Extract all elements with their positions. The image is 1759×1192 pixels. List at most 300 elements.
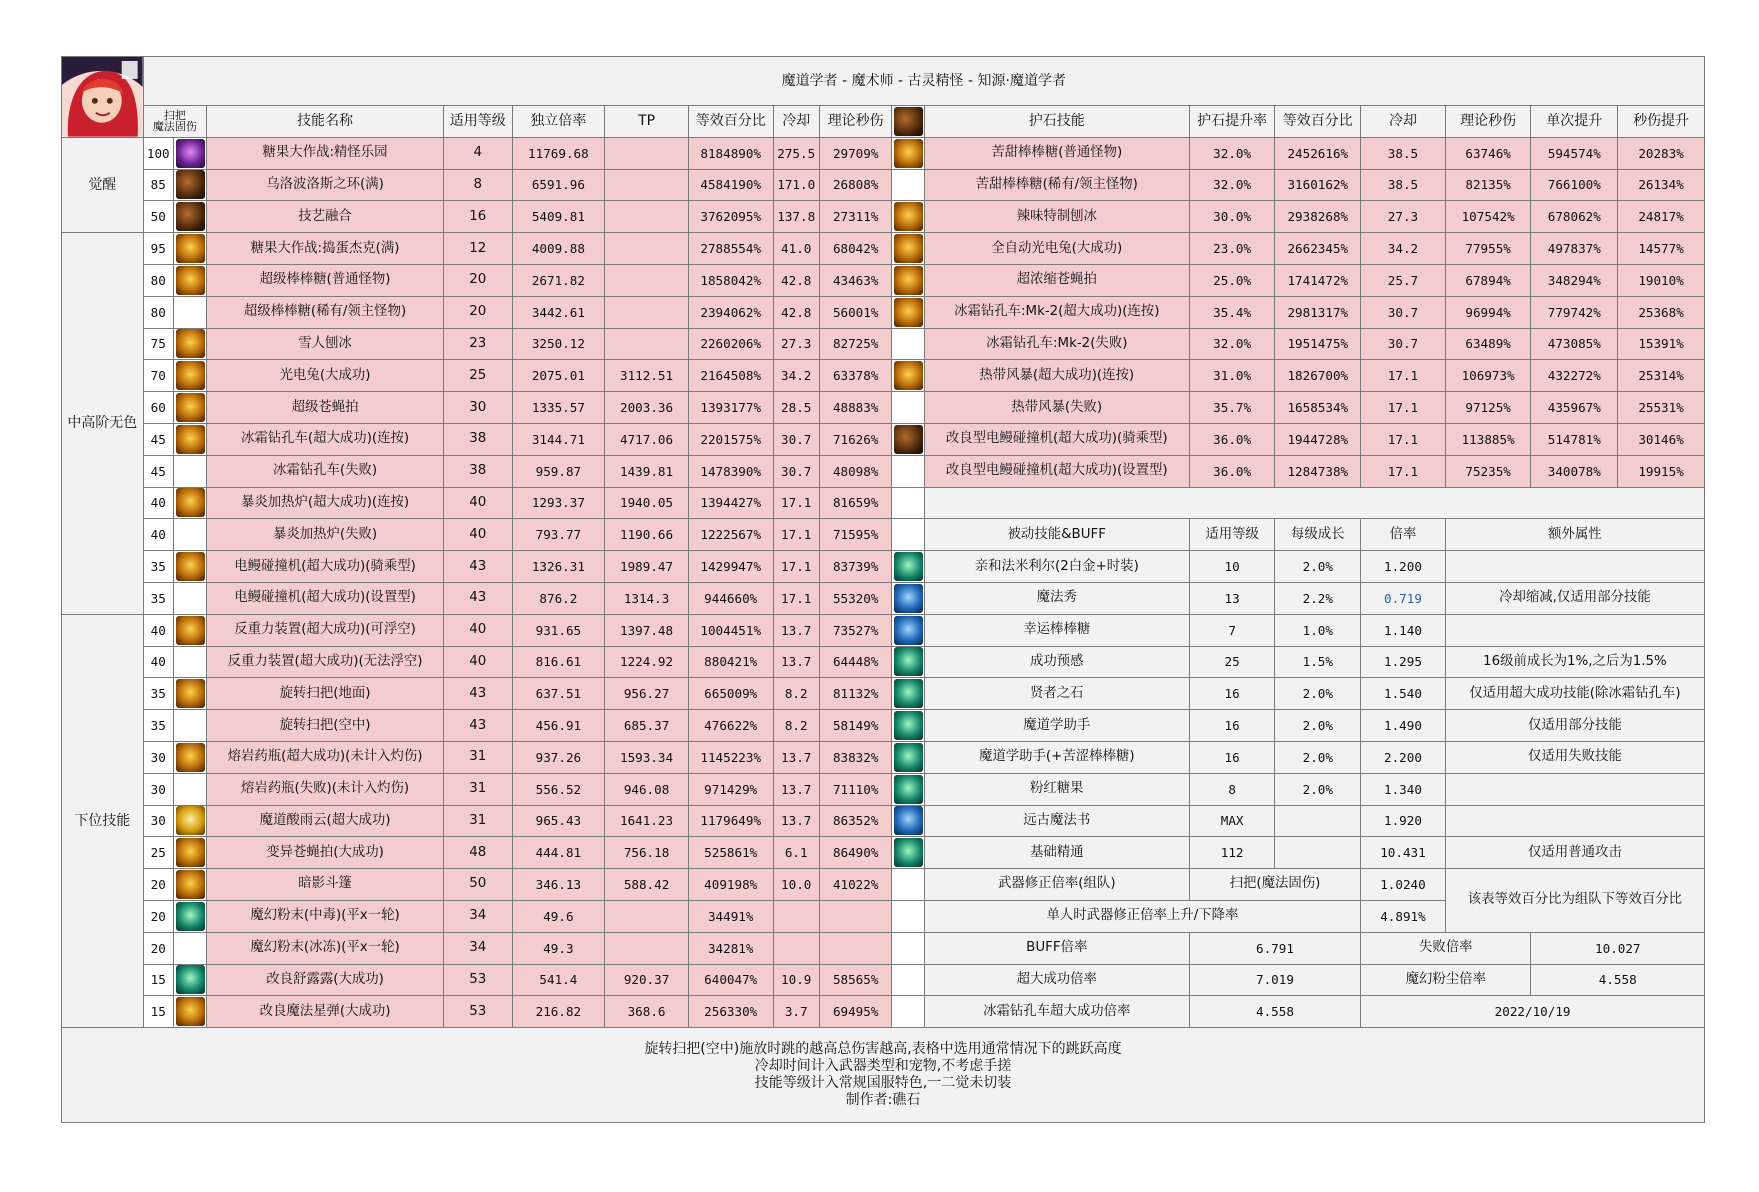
skill-icon-cell bbox=[173, 423, 206, 455]
stone-icon-cell bbox=[892, 233, 924, 265]
skill-req-level: 48 bbox=[443, 837, 512, 869]
table-row bbox=[62, 233, 1705, 265]
stone-rate: 32.0% bbox=[1189, 328, 1275, 360]
skill-icon-cell bbox=[173, 932, 206, 964]
skill-name: 旋转扫把(空中) bbox=[207, 710, 444, 742]
skill-percent: 1394427% bbox=[688, 487, 773, 519]
character-portrait bbox=[62, 57, 144, 138]
table-row bbox=[62, 264, 1705, 296]
skill-tp bbox=[605, 328, 689, 360]
skill-ratio: 937.26 bbox=[512, 741, 605, 773]
stone-single-up: 594574% bbox=[1531, 137, 1618, 169]
skill-dps: 71595% bbox=[819, 519, 892, 551]
passive-level: 16 bbox=[1189, 678, 1275, 710]
note-line: 技能等级计入常规国服特色,一二觉未切装 bbox=[754, 1075, 1012, 1092]
skill-level: 35 bbox=[143, 551, 173, 583]
passive-rate: 0.719 bbox=[1361, 582, 1446, 614]
spacer-cell bbox=[892, 996, 924, 1028]
passive-name: 贤者之石 bbox=[924, 678, 1189, 710]
skill-req-level: 53 bbox=[443, 996, 512, 1028]
passive-rate: 1.540 bbox=[1361, 678, 1446, 710]
skill-ratio: 3250.12 bbox=[512, 328, 605, 360]
stone-rate: 30.0% bbox=[1189, 201, 1275, 233]
skill-dps: 26808% bbox=[819, 169, 892, 201]
skill-level: 15 bbox=[143, 964, 173, 996]
talisman-icon bbox=[894, 361, 923, 390]
passive-name: 粉红糖果 bbox=[924, 773, 1189, 805]
skill-name: 变异苍蝇拍(大成功) bbox=[207, 837, 444, 869]
skill-icon-cell bbox=[173, 296, 206, 328]
skill-icon-cell bbox=[173, 710, 206, 742]
stone-single-up: 432272% bbox=[1531, 360, 1618, 392]
passive-icon-cell bbox=[892, 741, 924, 773]
skill-req-level: 40 bbox=[443, 519, 512, 551]
skill-icon bbox=[176, 202, 205, 231]
skill-percent: 34491% bbox=[688, 900, 773, 932]
passive-extra bbox=[1445, 805, 1704, 837]
stone-dps-up: 25531% bbox=[1618, 392, 1705, 424]
col-single-up: 单次提升 bbox=[1531, 106, 1618, 138]
passive-level: 112 bbox=[1189, 837, 1275, 869]
passive-rate: 1.200 bbox=[1361, 551, 1446, 583]
stone-rate: 35.4% bbox=[1189, 296, 1275, 328]
passive-icon-cell bbox=[892, 837, 924, 869]
skill-tp: 1397.48 bbox=[605, 614, 689, 646]
skill-name: 暴炎加热炉(超大成功)(连按) bbox=[207, 487, 444, 519]
passive-header-rate: 倍率 bbox=[1361, 519, 1446, 551]
skill-ratio: 11769.68 bbox=[512, 137, 605, 169]
passive-header-name: 被动技能&BUFF bbox=[924, 519, 1189, 551]
skill-cooldown: 17.1 bbox=[773, 487, 819, 519]
skill-tp: 1940.05 bbox=[605, 487, 689, 519]
skill-percent: 2788554% bbox=[688, 233, 773, 265]
skill-name: 暗影斗篷 bbox=[207, 869, 444, 901]
dust-value: 4.558 bbox=[1531, 964, 1705, 996]
skill-damage-table bbox=[61, 56, 1705, 1123]
passive-icon-cell bbox=[892, 805, 924, 837]
skill-cooldown: 8.2 bbox=[773, 710, 819, 742]
skill-req-level: 38 bbox=[443, 423, 512, 455]
skill-dps: 29709% bbox=[819, 137, 892, 169]
skill-name: 魔幻粉末(冰冻)(平x一轮) bbox=[207, 932, 444, 964]
skill-cooldown: 8.2 bbox=[773, 678, 819, 710]
passive-extra: 仅适用普通攻击 bbox=[1445, 837, 1704, 869]
stone-dps: 96994% bbox=[1445, 296, 1531, 328]
skill-dps: 48098% bbox=[819, 455, 892, 487]
skill-ratio: 637.51 bbox=[512, 678, 605, 710]
skill-level: 30 bbox=[143, 805, 173, 837]
skill-icon bbox=[176, 170, 205, 199]
passive-rate: 2.200 bbox=[1361, 741, 1446, 773]
skill-ratio: 3144.71 bbox=[512, 423, 605, 455]
stone-cooldown: 34.2 bbox=[1361, 233, 1446, 265]
skill-dps bbox=[819, 932, 892, 964]
skill-ratio: 346.13 bbox=[512, 869, 605, 901]
skill-req-level: 16 bbox=[443, 201, 512, 233]
passive-level: 10 bbox=[1189, 551, 1275, 583]
skill-cooldown: 171.0 bbox=[773, 169, 819, 201]
skill-icon bbox=[176, 679, 205, 708]
notes-cell bbox=[62, 1028, 1705, 1123]
skill-name: 旋转扫把(地面) bbox=[207, 678, 444, 710]
passive-extra bbox=[1445, 551, 1704, 583]
skill-req-level: 8 bbox=[443, 169, 512, 201]
skill-ratio: 4009.88 bbox=[512, 233, 605, 265]
skill-level: 20 bbox=[143, 932, 173, 964]
skill-icon-cell bbox=[173, 646, 206, 678]
skill-dps: 41022% bbox=[819, 869, 892, 901]
skill-icon-cell bbox=[173, 201, 206, 233]
skill-ratio: 444.81 bbox=[512, 837, 605, 869]
skill-icon bbox=[176, 298, 205, 327]
stone-rate: 23.0% bbox=[1189, 233, 1275, 265]
skill-tp bbox=[605, 932, 689, 964]
passive-name: 成功预感 bbox=[924, 646, 1189, 678]
skill-icon-cell bbox=[173, 678, 206, 710]
skill-percent: 665009% bbox=[688, 678, 773, 710]
skill-tp: 1314.3 bbox=[605, 582, 689, 614]
stone-dps-up: 14577% bbox=[1618, 233, 1705, 265]
skill-tp: 4717.06 bbox=[605, 423, 689, 455]
passive-icon-cell bbox=[892, 773, 924, 805]
skill-ratio: 816.61 bbox=[512, 646, 605, 678]
skill-icon-cell bbox=[173, 519, 206, 551]
passive-extra: 16级前成长为1%,之后为1.5% bbox=[1445, 646, 1704, 678]
skill-percent: 409198% bbox=[688, 869, 773, 901]
skill-dps: 81659% bbox=[819, 487, 892, 519]
col-skill-name: 技能名称 bbox=[207, 106, 444, 138]
passive-name: 魔法秀 bbox=[924, 582, 1189, 614]
passive-skill-icon bbox=[894, 775, 923, 804]
skill-dps: 86352% bbox=[819, 805, 892, 837]
section-mid: 中高阶无色 bbox=[62, 233, 144, 615]
skill-icon bbox=[176, 902, 205, 931]
stone-icon-cell bbox=[892, 296, 924, 328]
stone-cooldown: 30.7 bbox=[1361, 296, 1446, 328]
skill-cooldown: 34.2 bbox=[773, 360, 819, 392]
stone-skill-name: 改良型电鳗碰撞机(超大成功)(骑乘型) bbox=[924, 423, 1189, 455]
skill-dps: 58565% bbox=[819, 964, 892, 996]
skill-icon-cell bbox=[173, 551, 206, 583]
skill-dps: 63378% bbox=[819, 360, 892, 392]
skill-icon bbox=[176, 997, 205, 1026]
passive-level: 16 bbox=[1189, 710, 1275, 742]
passive-growth: 2.0% bbox=[1275, 678, 1361, 710]
stone-percent: 1741472% bbox=[1275, 264, 1361, 296]
weapon-note: 该表等效百分比为组队下等效百分比 bbox=[1445, 869, 1704, 933]
skill-ratio: 793.77 bbox=[512, 519, 605, 551]
skill-dps: 48883% bbox=[819, 392, 892, 424]
skill-ratio: 49.3 bbox=[512, 932, 605, 964]
skill-tp: 756.18 bbox=[605, 837, 689, 869]
skill-level: 15 bbox=[143, 996, 173, 1028]
skill-ratio: 2075.01 bbox=[512, 360, 605, 392]
table-row bbox=[62, 773, 1705, 805]
solo-label: 单人时武器修正倍率上升/下降率 bbox=[924, 900, 1360, 932]
stone-skill-name: 全自动光电兔(大成功) bbox=[924, 233, 1189, 265]
stone-icon-cell bbox=[892, 201, 924, 233]
skill-req-level: 31 bbox=[443, 741, 512, 773]
skill-req-level: 43 bbox=[443, 551, 512, 583]
skill-cooldown: 30.7 bbox=[773, 423, 819, 455]
skill-ratio: 959.87 bbox=[512, 455, 605, 487]
skill-name: 魔道酸雨云(超大成功) bbox=[207, 805, 444, 837]
skill-icon-cell bbox=[173, 964, 206, 996]
skill-ratio: 216.82 bbox=[512, 996, 605, 1028]
talisman-icon bbox=[894, 202, 923, 231]
stone-dps-up: 25368% bbox=[1618, 296, 1705, 328]
skill-name: 技艺融合 bbox=[207, 201, 444, 233]
skill-cooldown: 6.1 bbox=[773, 837, 819, 869]
skill-level: 35 bbox=[143, 678, 173, 710]
skill-percent: 1429947% bbox=[688, 551, 773, 583]
passive-extra: 仅适用超大成功技能(除冰霜钻孔车) bbox=[1445, 678, 1704, 710]
stone-percent: 1284738% bbox=[1275, 455, 1361, 487]
passive-icon-cell bbox=[892, 582, 924, 614]
stone-dps-up: 19010% bbox=[1618, 264, 1705, 296]
skill-tp: 685.37 bbox=[605, 710, 689, 742]
passive-icon-cell bbox=[892, 614, 924, 646]
talisman-icon bbox=[894, 425, 923, 454]
stone-icon-cell bbox=[892, 137, 924, 169]
skill-tp: 1593.34 bbox=[605, 741, 689, 773]
skill-name: 光电兔(大成功) bbox=[207, 360, 444, 392]
stone-single-up: 779742% bbox=[1531, 296, 1618, 328]
skill-ratio: 1293.37 bbox=[512, 487, 605, 519]
stone-dps: 75235% bbox=[1445, 455, 1531, 487]
skill-name: 魔幻粉末(中毒)(平x一轮) bbox=[207, 900, 444, 932]
skill-req-level: 43 bbox=[443, 710, 512, 742]
skill-icon bbox=[176, 488, 205, 517]
skill-icon bbox=[176, 139, 205, 168]
skill-tp bbox=[605, 137, 689, 169]
passive-level: MAX bbox=[1189, 805, 1275, 837]
skill-ratio: 2671.82 bbox=[512, 264, 605, 296]
skill-level: 25 bbox=[143, 837, 173, 869]
talisman-icon bbox=[894, 139, 923, 168]
skill-level: 60 bbox=[143, 392, 173, 424]
passive-name: 远古魔法书 bbox=[924, 805, 1189, 837]
table-row bbox=[62, 487, 1705, 519]
weapon-label: 武器修正倍率(组队) bbox=[924, 869, 1189, 901]
skill-percent: 1393177% bbox=[688, 392, 773, 424]
passive-growth: 1.5% bbox=[1275, 646, 1361, 678]
skill-percent: 4584190% bbox=[688, 169, 773, 201]
stone-dps: 67894% bbox=[1445, 264, 1531, 296]
col-dps: 理论秒伤 bbox=[819, 106, 892, 138]
skill-name: 反重力装置(超大成功)(无法浮空) bbox=[207, 646, 444, 678]
col-level: 适用等级 bbox=[443, 106, 512, 138]
passive-rate: 1.490 bbox=[1361, 710, 1446, 742]
skill-cooldown: 13.7 bbox=[773, 741, 819, 773]
skill-req-level: 31 bbox=[443, 773, 512, 805]
passive-rate: 10.431 bbox=[1361, 837, 1446, 869]
passive-skill-icon bbox=[894, 711, 923, 740]
spacer-cell bbox=[892, 869, 924, 901]
stone-cooldown: 17.1 bbox=[1361, 360, 1446, 392]
passive-skill-icon bbox=[894, 552, 923, 581]
table-row bbox=[62, 328, 1705, 360]
stone-percent: 2938268% bbox=[1275, 201, 1361, 233]
table-row bbox=[62, 551, 1705, 583]
stone-skill-name: 苦甜棒棒糖(普通怪物) bbox=[924, 137, 1189, 169]
stone-single-up: 497837% bbox=[1531, 233, 1618, 265]
skill-cooldown: 10.0 bbox=[773, 869, 819, 901]
passive-extra: 仅适用失败技能 bbox=[1445, 741, 1704, 773]
great-label: 超大成功倍率 bbox=[924, 964, 1189, 996]
skill-cooldown: 28.5 bbox=[773, 392, 819, 424]
spacer-cell bbox=[892, 487, 924, 519]
stone-single-up: 766100% bbox=[1531, 169, 1618, 201]
passive-icon-cell bbox=[892, 646, 924, 678]
passive-rate: 1.295 bbox=[1361, 646, 1446, 678]
notes-row bbox=[62, 1028, 1705, 1123]
stone-cooldown: 17.1 bbox=[1361, 455, 1446, 487]
talisman-icon bbox=[894, 393, 923, 422]
skill-dps: 69495% bbox=[819, 996, 892, 1028]
buff-label: BUFF倍率 bbox=[924, 932, 1189, 964]
skill-name: 熔岩药瓶(失败)(未计入灼伤) bbox=[207, 773, 444, 805]
skill-level: 35 bbox=[143, 582, 173, 614]
stone-skill-name: 热带风暴(失败) bbox=[924, 392, 1189, 424]
skill-icon-cell bbox=[173, 233, 206, 265]
skill-percent: 944660% bbox=[688, 582, 773, 614]
skill-level: 80 bbox=[143, 264, 173, 296]
skill-ratio: 876.2 bbox=[512, 582, 605, 614]
skill-level: 30 bbox=[143, 741, 173, 773]
skill-ratio: 5409.81 bbox=[512, 201, 605, 233]
stone-dps: 107542% bbox=[1445, 201, 1531, 233]
stone-dps-up: 20283% bbox=[1618, 137, 1705, 169]
passive-header-level: 适用等级 bbox=[1189, 519, 1275, 551]
skill-level: 40 bbox=[143, 487, 173, 519]
talisman-icon bbox=[894, 170, 923, 199]
passive-extra: 冷却缩减,仅适用部分技能 bbox=[1445, 582, 1704, 614]
drill-label: 冰霜钻孔车超大成功倍率 bbox=[924, 996, 1189, 1028]
passive-extra bbox=[1445, 614, 1704, 646]
skill-req-level: 43 bbox=[443, 582, 512, 614]
stone-skill-name: 冰霜钻孔车:Mk-2(超大成功)(连按) bbox=[924, 296, 1189, 328]
skill-percent: 1145223% bbox=[688, 741, 773, 773]
col-dps-up: 秒伤提升 bbox=[1618, 106, 1705, 138]
skill-dps: 86490% bbox=[819, 837, 892, 869]
skill-icon bbox=[176, 393, 205, 422]
skill-req-level: 34 bbox=[443, 900, 512, 932]
table-row bbox=[62, 710, 1705, 742]
talisman-icon bbox=[894, 457, 923, 486]
skill-req-level: 31 bbox=[443, 805, 512, 837]
skill-percent: 640047% bbox=[688, 964, 773, 996]
col-tp: TP bbox=[605, 106, 689, 138]
skill-icon bbox=[176, 711, 205, 740]
skill-icon-cell bbox=[173, 614, 206, 646]
skill-tp: 1190.66 bbox=[605, 519, 689, 551]
col-ratio: 独立倍率 bbox=[512, 106, 605, 138]
passive-growth: 1.0% bbox=[1275, 614, 1361, 646]
skill-percent: 880421% bbox=[688, 646, 773, 678]
skill-icon bbox=[176, 934, 205, 963]
skill-req-level: 20 bbox=[443, 296, 512, 328]
date-cell: 2022/10/19 bbox=[1361, 996, 1705, 1028]
stone-dps: 97125% bbox=[1445, 392, 1531, 424]
drill-value: 4.558 bbox=[1189, 996, 1360, 1028]
stone-rate: 35.7% bbox=[1189, 392, 1275, 424]
passive-skill-icon bbox=[894, 679, 923, 708]
stone-cooldown: 38.5 bbox=[1361, 137, 1446, 169]
skill-cooldown: 13.7 bbox=[773, 614, 819, 646]
stone-rate: 32.0% bbox=[1189, 169, 1275, 201]
stone-dps-up: 19915% bbox=[1618, 455, 1705, 487]
passive-growth: 2.0% bbox=[1275, 710, 1361, 742]
skill-cooldown bbox=[773, 900, 819, 932]
skill-req-level: 34 bbox=[443, 932, 512, 964]
passive-header-growth: 每级成长 bbox=[1275, 519, 1361, 551]
skill-cooldown: 17.1 bbox=[773, 551, 819, 583]
skill-req-level: 53 bbox=[443, 964, 512, 996]
skill-percent: 2164508% bbox=[688, 360, 773, 392]
table-row bbox=[62, 360, 1705, 392]
table-row bbox=[62, 582, 1705, 614]
table-row bbox=[62, 455, 1705, 487]
stone-cooldown: 17.1 bbox=[1361, 423, 1446, 455]
passive-name: 魔道学助手 bbox=[924, 710, 1189, 742]
stone-percent: 1658534% bbox=[1275, 392, 1361, 424]
dust-label: 魔幻粉尘倍率 bbox=[1361, 964, 1531, 996]
stone-icon-cell bbox=[892, 169, 924, 201]
skill-icon-cell bbox=[173, 869, 206, 901]
skill-name: 冰霜钻孔车(超大成功)(连按) bbox=[207, 423, 444, 455]
passive-skill-icon bbox=[894, 647, 923, 676]
table-row bbox=[62, 137, 1705, 169]
skill-dps: 56001% bbox=[819, 296, 892, 328]
skill-icon-cell bbox=[173, 137, 206, 169]
skill-tp bbox=[605, 296, 689, 328]
skill-name: 反重力装置(超大成功)(可浮空) bbox=[207, 614, 444, 646]
stone-dps-up: 30146% bbox=[1618, 423, 1705, 455]
table-row bbox=[62, 805, 1705, 837]
stone-dps-up: 15391% bbox=[1618, 328, 1705, 360]
skill-percent: 2260206% bbox=[688, 328, 773, 360]
passive-growth: 2.2% bbox=[1275, 582, 1361, 614]
skill-level: 75 bbox=[143, 328, 173, 360]
skill-name: 冰霜钻孔车(失败) bbox=[207, 455, 444, 487]
stone-single-up: 678062% bbox=[1531, 201, 1618, 233]
passive-rate: 1.140 bbox=[1361, 614, 1446, 646]
skill-dps: 55320% bbox=[819, 582, 892, 614]
passive-icon-cell bbox=[892, 551, 924, 583]
skill-dps: 83832% bbox=[819, 741, 892, 773]
passive-header-extra: 额外属性 bbox=[1445, 519, 1704, 551]
skill-ratio: 49.6 bbox=[512, 900, 605, 932]
spacer-cell bbox=[892, 519, 924, 551]
skill-cooldown: 17.1 bbox=[773, 582, 819, 614]
skill-cooldown: 3.7 bbox=[773, 996, 819, 1028]
skill-req-level: 25 bbox=[443, 360, 512, 392]
fail-value: 10.027 bbox=[1531, 932, 1705, 964]
stone-cooldown: 30.7 bbox=[1361, 328, 1446, 360]
stone-percent: 2662345% bbox=[1275, 233, 1361, 265]
passive-skill-icon bbox=[894, 616, 923, 645]
skill-level: 40 bbox=[143, 646, 173, 678]
passive-level: 7 bbox=[1189, 614, 1275, 646]
skill-icon-cell bbox=[173, 741, 206, 773]
spacer-cell bbox=[924, 487, 1704, 519]
stone-rate: 25.0% bbox=[1189, 264, 1275, 296]
skill-level: 20 bbox=[143, 869, 173, 901]
skill-percent: 256330% bbox=[688, 996, 773, 1028]
skill-req-level: 30 bbox=[443, 392, 512, 424]
passive-icon-cell bbox=[892, 678, 924, 710]
